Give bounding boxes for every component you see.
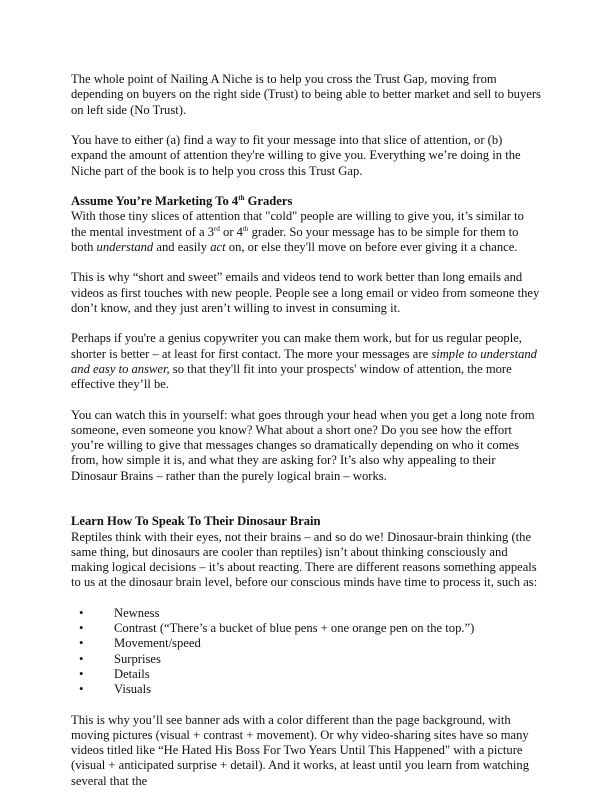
bullet-icon: •	[79, 605, 84, 620]
list-item: • Details	[79, 666, 150, 681]
intro-paragraph-1: The whole point of Nailing A Niche is to help you cross the Trust Gap, moving from depending on buyers on the right side (Trust) to being able to better market and sell to buyers on left side (No Trust).	[71, 72, 541, 117]
bullet-icon: •	[79, 636, 84, 651]
section2-paragraph-1: Reptiles think with their eyes, not their brains – and so do we! Dinosaur-brain thinking (the same thing, but dinosaurs are cooler than reptiles) isn’t about thinking consciously and making logical decisions – it’s about reacting. There are different reasons something appeals to us at the dinosaur brain level, before our conscious minds have time to process it, such as:	[71, 529, 538, 590]
bullet-icon: •	[79, 621, 84, 635]
intro-paragraph-2: You have to either (a) find a way to fit your message into that slice of attention, or (b) expand the amount of attention they're willing to give you. Everything we’re doing in the Niche part of the book is to help you cross this Trust Gap.	[71, 133, 521, 178]
document-page	[71, 72, 541, 804]
list-item: • Surprises	[79, 651, 161, 666]
list-item: • Contrast (“There’s a bucket of blue pens + one orange pen on the top.”)	[79, 621, 475, 635]
appeal-list	[71, 606, 541, 698]
blank-line	[71, 499, 541, 514]
section1-paragraph-3: Perhaps if you're a genius copywriter you can make them work, but for us regular people, shorter is better – at least for first contact. The more your messages are simple to understand and easy to answer, so that they'll fit into your prospects' window of attention, the more effective they’ll be.	[71, 331, 537, 391]
list-item: • Newness	[79, 605, 160, 620]
section1-paragraph-1: With those tiny slices of attention that "cold" people are willing to give you, it’s similar to the mental investment of a 3rd or 4th grader. So your message has to be simple for them to both understand and easily act on, or else they'll move on before ever giving it a chance.	[71, 209, 524, 254]
section-heading-dinosaur-brain: Learn How To Speak To Their Dinosaur Brain	[71, 514, 321, 529]
section-heading-4th-graders: Assume You’re Marketing To 4th Graders	[71, 194, 293, 208]
bullet-icon: •	[79, 651, 84, 666]
section1-paragraph-4: You can watch this in yourself: what goes through your head when you get a long note from someone, even someone you know? What about a short one? Do you see how the effort you’re willing to give that messages changes so dramatically depending on who it comes from, how simple it is, and what they are asking for? It’s also why appealing to their Dinosaur Brains – rather than the purely logical brain – works.	[71, 407, 535, 483]
section2-paragraph-2: This is why you’ll see banner ads with a color different than the page background, with moving pictures (visual + contrast + movement). Or why video-sharing sites have so many videos titled like “He Hated His Boss For Two Years Until This Happened" with a picture (visual + anticipated surprise + detail). And it works, at least until you learn from watching several that the	[71, 712, 530, 788]
bullet-icon: •	[79, 666, 84, 681]
list-item: • Visuals	[79, 682, 152, 696]
list-item: • Movement/speed	[79, 636, 201, 651]
bullet-icon: •	[79, 682, 84, 696]
section1-paragraph-2: This is why “short and sweet” emails and videos tend to work better than long emails and videos as first touches with new people. People see a long email or video from someone they don’t know, and they just aren’t willing to invest in consuming it.	[71, 270, 540, 315]
